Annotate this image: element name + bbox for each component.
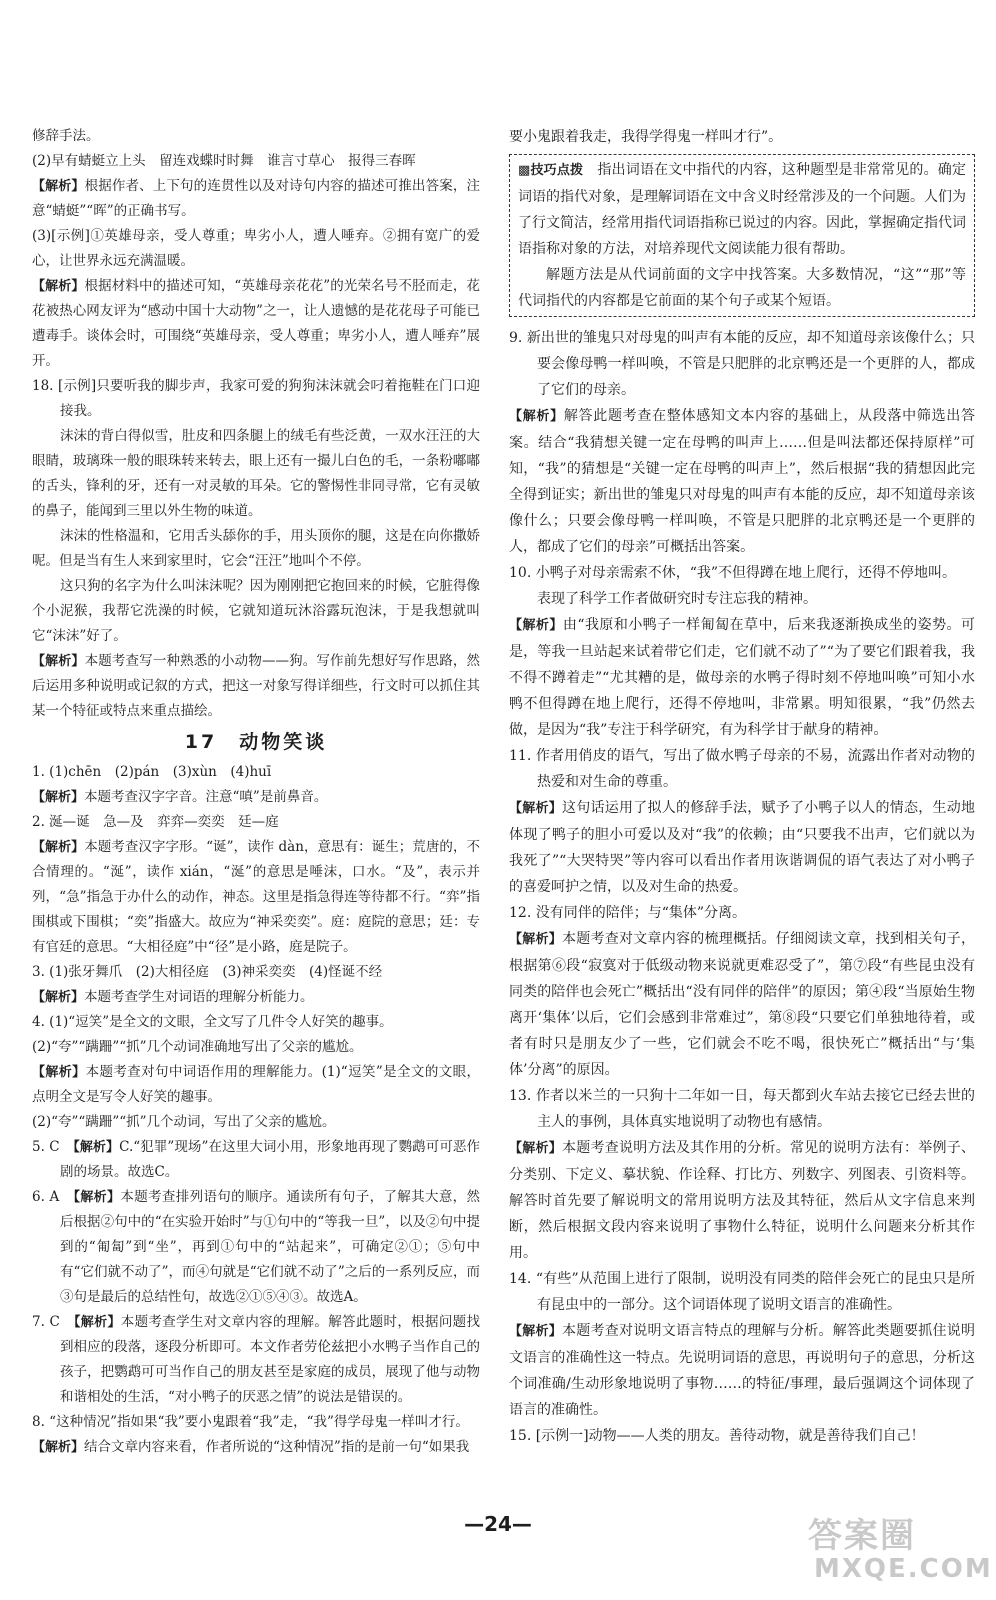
answer-7: 7. C 【解析】本题考查学生对文章内容的理解。解答此题时，根据问题找到相应的段落，逐段分析即可。本文作者劳伦兹把小水鸭子当作自己的孩子，把鹦鹉可可当作自己的朋友甚至是家庭的成员，展现了他与动物和谐相处的生活，“对小鸭子的厌恶之情”的说法是错误的。 [32, 1314, 480, 1405]
text-line: 修辞手法。 [32, 128, 100, 144]
analysis-paragraph: 【解析】根据作者、上下句的连贯性以及对诗句内容的描述可推出答案，注意“蜻蜓”“晖”的正确书写。 [32, 178, 480, 219]
answer-9: 9. 新出世的雏鬼只对母鬼的叫声有本能的反应，却不知道母亲该像什么；只要会像母鸭一样叫唤，不管是只肥胖的北京鸭还是一个更胖的人，都成了它们的母亲。 [509, 330, 975, 398]
analysis-tag: 【解析】 [32, 790, 85, 805]
analysis-paragraph: 【解析】本题考查对文章内容的梳理概括。仔细阅读文章，找到相关句子，根据第⑥段“寂寞对于低级动物来说就更难忍受了”，第⑦段“有些昆虫没有同类的陪伴也会死亡”概括出“没有同伴的陪伴”的原因；第④段“当原始生物离开‘集体’以后，它们会感到非常难过”，第⑧段“只要它们单独地待着，或者有时只是朋友少了一些，它们就会不吃不喝，很快死亡”概括出“与‘集体’分离”的原因。 [509, 931, 975, 1078]
text-line: 要小鬼跟着我走，我得学得鬼一样叫才行”。 [509, 129, 783, 145]
text-line: 表现了科学工作者做研究时专注忘我的精神。 [537, 591, 817, 607]
analysis-tag: 【解析】 [509, 801, 562, 816]
analysis-paragraph: 【解析】本题考查学生对词语的理解分析能力。 [32, 989, 314, 1005]
answer-15: 15. [示例一]动物——人类的朋友。善待动物，就是善待我们自己！ [509, 1428, 925, 1444]
answer-13: 13. 作者以米兰的一只狗十二年如一日，每天都到火车站去接它已经去世的主人的事例，具体真实地说明了动物也有感情。 [509, 1088, 975, 1130]
analysis-paragraph: 【解析】解答此题考查在整体感知文本内容的基础上，从段落中筛选出答案。结合“我猜想关键一定在母鸭的叫声上……但是叫法都还保持原样”可知，“我”的猜想是“关键一定在母鸭的叫声上”，然后根据“我的猜想因此完全得到证实；新出世的雏鬼只对母鬼的叫声有本能的反应，却不知道母亲该像什么；只要会像母鸭一样叫唤，不管是只肥胖的北京鸭还是一个更胖的人，都成了它们的母亲”可概括出答案。 [509, 408, 975, 555]
essay-paragraph: 沫沫的背白得似雪，肚皮和四条腿上的绒毛有些泛黄，一双水汪汪的大眼睛，玻璃珠一般的眼珠转来转去，眼上还有一撮儿白色的毛，一条粉嘟嘟的舌头，锋利的牙，还有一对灵敏的耳朵。它的警惕性非同寻常，它有灵敏的鼻子，能闻到三里以外生物的味道。 [32, 428, 480, 519]
analysis-paragraph: 【解析】结合文章内容来看，作者所说的“这种情况”指的是前一句“如果我 [32, 1439, 470, 1455]
analysis-tag: 【解析】 [32, 990, 85, 1005]
tip-paragraph: ▩技巧点拨 指出词语在文中指代的内容，这种题型是非常常见的。确定词语的指代对象，是理解词语在文中含义时经常涉及的一个问题。人们为了行文简洁，经常用指代词语指称已说过的内容。因此，掌握确定指代词语指称对象的方法，对培养现代文阅读能力很有帮助。 [518, 162, 966, 257]
section-title: 17 动物笑谈 [184, 731, 328, 753]
answer-2: 2. 涎—诞 急—及 弈弈—奕奕 廷—庭 [32, 814, 279, 830]
analysis-paragraph: 【解析】本题考查对句中词语作用的理解能力。(1)“逗笑”是全文的文眼，点明全文是写令人好笑的趣事。 [32, 1064, 480, 1105]
analysis-paragraph: 【解析】本题考查对说明文语言特点的理解与分析。解答此类题要抓住说明文语言的准确性这一特点。先说明词语的意思，再说明句子的意思，分析这个词准确/生动形象地说明了事物……的特征/事理，最后强调这个词体现了语言的准确性。 [509, 1323, 975, 1418]
right-column [509, 124, 975, 1449]
analysis-tag: 【解析】 [73, 1190, 121, 1205]
analysis-tag: 【解析】 [32, 1065, 86, 1080]
analysis-tag: 【解析】 [32, 179, 85, 194]
page-number: —24— [464, 1512, 532, 1536]
analysis-tag: 【解析】 [509, 618, 563, 633]
watermark-logo [808, 1508, 993, 1592]
analysis-paragraph: 【解析】由“我原和小鸭子一样匍匐在草中，后来我逐渐换成坐的姿势。可是，等我一旦站起来试着带它们走，它们就不动了”“为了要它们跟着我，我不得不蹲着走”“尤其糟的是，做母亲的水鸭子得时刻不停地叫唤”可知小水鸭不但得蹲在地上爬行，还得不停地叫，非常累。明知很累，“我”仍然去做，是因为“我”专注于科学研究，有为科学甘于献身的精神。 [509, 617, 975, 738]
tip-label: ▩技巧点拨 [518, 163, 584, 178]
analysis-paragraph: 【解析】本题考查写一种熟悉的小动物——狗。写作前先想好写作思路，然后运用多种说明或记叙的方式，把这一对象写得详细些，行文时可以抓住其某一个特征或特点来重点描绘。 [32, 653, 480, 719]
answer-8: 8. “这种情况”指如果“我”要小鬼跟着“我”走，“我”得学母鬼一样叫才行。 [32, 1414, 469, 1430]
answer-11: 11. 作者用俏皮的语气，写出了做水鸭子母亲的不易，流露出作者对动物的热爱和对生命的尊重。 [509, 748, 975, 790]
answer-3: 3. (1)张牙舞爪 (2)大相径庭 (3)神采奕奕 (4)怪诞不经 [32, 964, 383, 980]
analysis-tag: 【解析】 [509, 1141, 562, 1156]
answer-1: 1. (1)chēn (2)pán (3)xùn (4)huī [32, 764, 272, 780]
analysis-paragraph: 【解析】本题考查汉字字音。注意“嗔”是前鼻音。 [32, 789, 328, 805]
analysis-paragraph: 【解析】这句话运用了拟人的修辞手法，赋予了小鸭子以人的情态，生动地体现了鸭子的胆小可爱以及对“我”的依赖；由“只要我不出声，它们就以为我死了”“大哭特哭”等内容可以看出作者用诙谐调侃的语气表达了对小鸭子的喜爱呵护之情，以及对生命的热爱。 [509, 800, 975, 895]
watermark-domain: MXQE.COM [814, 1554, 993, 1584]
text-line: (2)“夸”“蹒跚”“抓”几个动词准确地写出了父亲的尴尬。 [32, 1039, 363, 1055]
answer-12: 12. 没有同伴的陪伴；与“集体”分离。 [509, 905, 747, 921]
analysis-tag: 【解析】 [32, 1440, 85, 1455]
analysis-paragraph: 【解析】根据材料中的描述可知，“英雄母亲花花”的光荣名号不胫而走，花花被热心网友评为“感动中国十大动物”之一，让人遗憾的是花花母子可能已遭毒手。谈体会时，可围绕“英雄母亲，受人尊重；卑劣小人，遭人唾弃”展开。 [32, 278, 480, 369]
analysis-tag: 【解析】 [32, 279, 85, 294]
text-line: (2)早有蜻蜓立上头 留连戏蝶时时舞 谁言寸草心 报得三春晖 [32, 153, 416, 169]
analysis-tag: 【解析】 [32, 654, 85, 669]
tip-box [509, 154, 975, 317]
analysis-tag: 【解析】 [73, 1315, 121, 1330]
analysis-tag: 【解析】 [73, 1140, 120, 1155]
essay-paragraph: 沫沫的性格温和，它用舌头舔你的手，用头顶你的腿，这是在向你撒娇呢。但是当有生人来到家里时，它会“汪汪”地叫个不停。 [32, 528, 480, 569]
text-line: (3)[示例]①英雄母亲，受人尊重；卑劣小人，遭人唾弃。②拥有宽广的爱心，让世界永远充满温暖。 [32, 228, 480, 269]
answer-4: 4. (1)“逗笑”是全文的文眼，全文写了几件令人好笑的趣事。 [32, 1014, 393, 1030]
analysis-paragraph: 【解析】本题考查汉字字形。“诞”，读作 dàn，意思有：诞生；荒唐的，不合情理的。“涎”，读作 xián，“涎”的意思是唾沫，口水。“及”，表示并列，“急”指急于办什么的动作，神态。这里是指急得连等待都不行。“弈”指围棋或下围棋；“奕”指盛大。故应为“神采奕奕”。庭：庭院的意思；廷：专有官廷的意思。“大相径庭”中“径”是小路，庭是院子。 [32, 839, 480, 955]
analysis-paragraph: 【解析】本题考查说明方法及其作用的分析。常见的说明方法有：举例子、分类别、下定义、摹状貌、作诠释、打比方、列数字、列图表、引资料等。解答时首先要了解说明文的常用说明方法及其特征，然后从文字信息来判断，然后根据文段内容来说明了事物什么特征，说明什么问题来分析其作用。 [509, 1140, 975, 1261]
analysis-tag: 【解析】 [32, 840, 85, 855]
answer-5: 5. C 【解析】C.“犯罪”现场”在这里大词小用，形象地再现了鹦鹉可可恶作剧的场景。故选C。 [32, 1139, 481, 1180]
left-column [32, 124, 480, 1460]
essay-paragraph: 这只狗的名字为什么叫沫沫呢？因为刚刚把它抱回来的时候，它脏得像个小泥猴，我帮它洗澡的时候，它就知道玩沐浴露玩泡沫，于是我想就叫它“沫沫”好了。 [32, 578, 480, 644]
answer-10: 10. 小鸭子对母亲需索不休，“我”不但得蹲在地上爬行，还得不停地叫。 [509, 565, 957, 581]
answer-18: 18. [示例]只要听我的脚步声，我家可爱的狗狗沫沫就会叼着拖鞋在门口迎接我。 [32, 378, 480, 419]
watermark-brand: 答案圈 [808, 1516, 916, 1556]
analysis-tag: 【解析】 [509, 1324, 562, 1339]
text-line: (2)“夸”“蹒跚”“抓”几个动词，写出了父亲的尴尬。 [32, 1114, 336, 1130]
answer-6: 6. A 【解析】本题考查排列语句的顺序。通读所有句子，了解其大意，然后根据②句中的“在实验开始时”与①句中的“等我一旦”，以及②句中提到的“匍匐”到“坐”，再到①句中的“站起来”，可确定②①；⑤句中有“它们就不动了”，而④句就是“它们就不动了”之后的一系列反应，而③句是最后的总结性句，故选②①⑤④③。故选A。 [32, 1189, 481, 1305]
answer-14: 14. “有些”从范围上进行了限制，说明没有同类的陪伴会死亡的昆虫只是所有昆虫中的一部分。这个词语体现了说明文语言的准确性。 [509, 1271, 975, 1313]
tip-paragraph: 解题方法是从代词前面的文字中找答案。大多数情况，“这”“那”等代词指代的内容都是它前面的某个句子或某个短语。 [518, 267, 966, 309]
analysis-tag: 【解析】 [509, 409, 564, 424]
analysis-tag: 【解析】 [509, 932, 562, 947]
